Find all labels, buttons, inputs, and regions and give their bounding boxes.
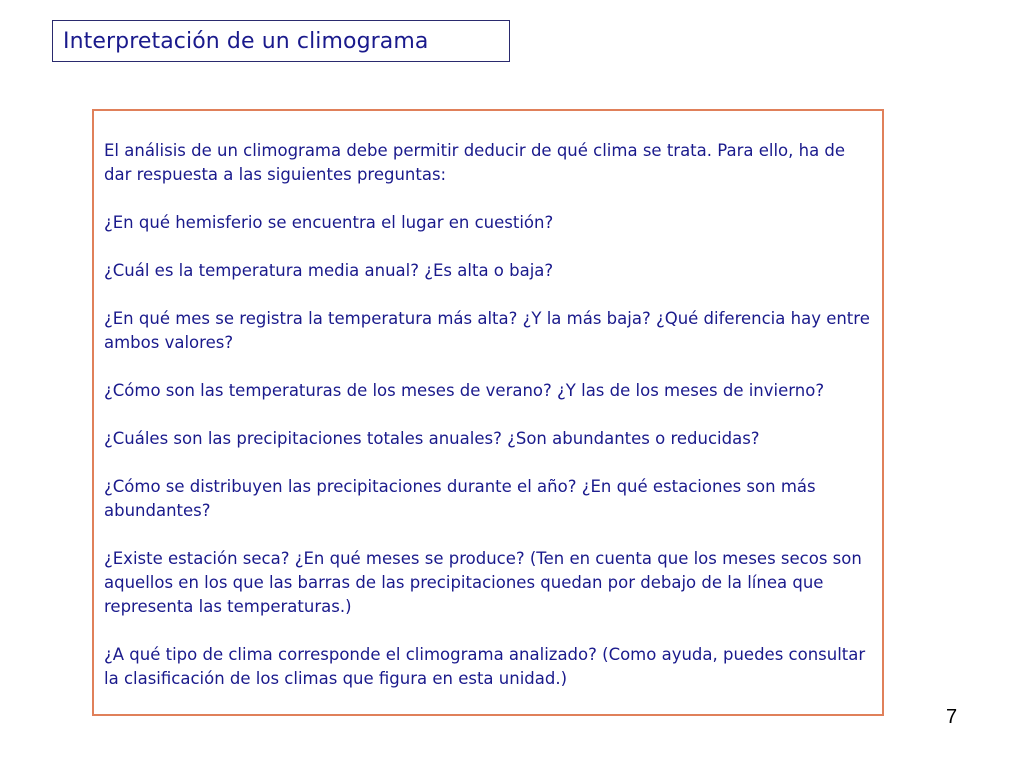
- question-seasonal-temperatures: ¿Cómo son las temperaturas de los meses de verano? ¿Y las de los meses de invierno?: [104, 381, 825, 400]
- question-max-min-temperature: ¿En qué mes se registra la temperatura más alta? ¿Y la más baja? ¿Qué diferencia hay entre ambos valores?: [104, 309, 870, 352]
- question-climate-type: ¿A qué tipo de clima corresponde el climograma analizado? (Como ayuda, puedes consultar la clasificación de los climas que figura en esta unidad.): [104, 645, 866, 688]
- questions-box: [92, 109, 884, 716]
- slide-title: Interpretación de un climograma: [63, 28, 429, 54]
- slide-title-box: [52, 20, 510, 62]
- question-mean-temperature: ¿Cuál es la temperatura media anual? ¿Es alta o baja?: [104, 261, 554, 280]
- question-precipitation-distribution: ¿Cómo se distribuyen las precipitaciones durante el año? ¿En qué estaciones son más abundantes?: [104, 477, 816, 520]
- question-hemisphere: ¿En qué hemisferio se encuentra el lugar en cuestión?: [104, 213, 554, 232]
- intro-paragraph: El análisis de un climograma debe permitir deducir de qué clima se trata. Para ello, ha de dar respuesta a las siguientes preguntas:: [104, 141, 846, 184]
- question-total-precipitation: ¿Cuáles son las precipitaciones totales anuales? ¿Son abundantes o reducidas?: [104, 429, 760, 448]
- question-dry-season: ¿Existe estación seca? ¿En qué meses se produce? (Ten en cuenta que los meses secos son aquellos en los que las barras de las precipitaciones quedan por debajo de la línea que representa las temperaturas.): [104, 549, 862, 616]
- page-number: 7: [946, 706, 958, 728]
